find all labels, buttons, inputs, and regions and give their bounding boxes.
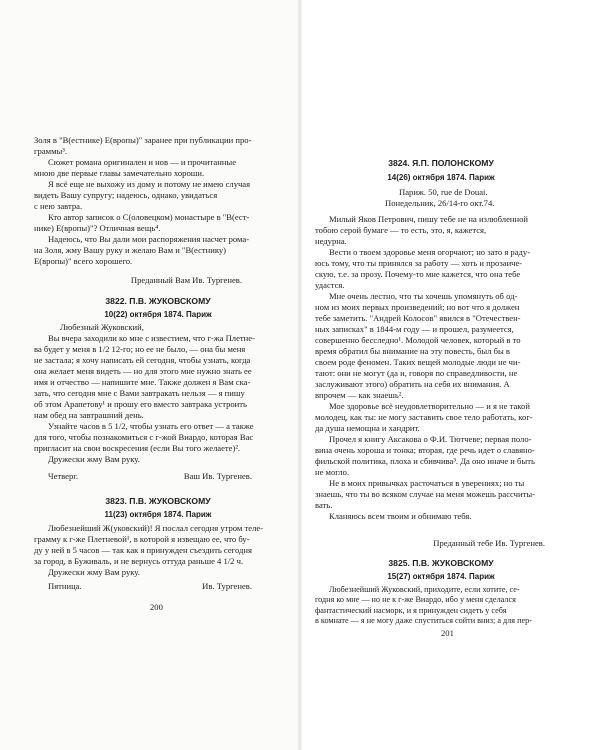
text-line: с нею завтра. [34,201,83,211]
closing-row [34,471,282,482]
text-line: пригласит на свои воскресения (если Вы того желаете)². [34,443,241,453]
text-line: Любезнейший Ж(уковский)! Я послал сегодня утром теле- [48,523,264,533]
book-gutter [297,0,303,750]
text-line: Прочел я книгу Аксакова о Ф.И. Тютчеве; первая поло- [329,434,532,444]
text-line: заслуживают этого) обратить на себя их внимания. А [315,379,510,389]
text-line: Вести о твоем здоровье меня огорчают; но зато я раду- [329,247,531,257]
text-line: для того, чтобы познакомиться с г-жой Виардо, которая Вас [34,432,254,442]
text-line: Кланяюсь всем твоим и обнимаю тебя. [329,511,472,521]
text-line: юсь тому, что ты принялся за работу — хоть и прозаиче- [315,258,523,268]
text-line: тебе заметить. "Андрей Колосов" явился в "Отечествен- [315,313,521,323]
text-line: скую, т.е. за прозу. Почему-то мне кажется, что она тебе [315,269,521,279]
text-line: Дружески жму Вам руку. [48,567,140,577]
text-line: Сюжет романа оригинален и нов — и прочитанные [48,157,237,167]
text-line: Мне очень лестно, что ты хочешь упомянуть об од- [329,291,518,301]
text-line: совершенно бесследно¹. Молодой человек, который в то [315,335,521,345]
letter-3825-body [315,585,567,627]
day-label: Пятница. [48,581,82,591]
signoff-text: Преданный Вам Ив. Тургенев. [130,275,242,285]
text-line: Узнайте часов в 5 1/2, чтобы узнать его ответ — а также [48,421,254,431]
letter-date: 10(22) октября 1874. Париж [104,310,212,319]
text-line: Мое здоровье всё неудовлетворительно — и я не такой [329,401,530,411]
text-line: тобою серой бумаге — то есть, это, я, кажется, [315,225,487,235]
left-top-text [34,135,282,267]
text-line: имя и отчество — напишите мне. Также должен я Вам ска- [34,377,251,387]
text-line: ных записках" в 1844-м году — и прошел, разумеется, [315,324,514,334]
text-line: она желает меня видеть — но для этого мне нужно знать ее [34,366,252,376]
address-line: Понедельник, 26/14-го окт.74. [385,198,495,208]
text-line: своем роде феномен. Таких вещей молодые люди не чи- [315,357,521,367]
text-line: ва будет у меня в 1/2 12-го; но ее не было, — она бы меня [34,344,246,354]
letter-heading: 3822. П.В. ЖУКОВСКОМУ [105,296,211,306]
letter-date: 15(27) октября 1874. Париж [387,572,495,581]
text-line: Надеюсь, что Вы дали мои распоряжения насчет рома- [48,234,250,244]
day-label: Четверг. [48,471,78,481]
text-line: время обратил бы внимание на эту повесть, был бы в [315,346,510,356]
page-number-left: 200 [150,602,163,612]
letter-3824-body [315,214,567,522]
letter-3822-body [34,322,282,465]
text-line: фантастический насморк, и я принужден сидеть у себя [315,605,507,615]
text-line: Вы вчера заходили ко мне с известием, что г-жа Плетне- [48,333,255,343]
text-line: Я всё еще не выхожу из дому и потому не имею случая [48,179,251,189]
text-line: годня ко мне — но не к г-же Виардо, ибо у меня сделался [315,595,516,605]
letter-3823-body [34,523,282,578]
text-line: в комнате — я не могу даже спуститься сойти вниз; а для пер- [315,616,532,626]
signature: Ваш Ив. Тургенев. [183,471,252,481]
text-line: недурна. [315,236,347,246]
text-line: видеть Вашу супругу; надеюсь, однако, увидаться [34,190,218,200]
text-line: Не в моих привычках расточаться в уверениях; но ты [329,478,525,488]
text-line: Кто автор записок о С(оловецком) монастыре в "В(ест- [48,212,250,222]
address-line: Париж. 50, rue de Douai. [399,187,488,197]
page-number-right: 201 [441,628,454,638]
signoff [315,538,567,549]
text-line: Е(вропы)" всего хорошего. [34,256,133,266]
text-line: ном из моих первых произведений; но вот что я должен [315,302,520,312]
letter-heading: 3823. П.В. ЖУКОВСКОМУ [105,496,211,506]
text-line: впрочем — как знаешь². [315,390,404,400]
greeting: Любезный Жуковский, [60,322,144,332]
text-line: знаешь, что ты во всяком случае на меня можешь рассчиты- [315,489,535,499]
text-line: зать, что сегодня мне с Вами завтракать нельзя — я пишу [34,388,245,398]
text-line: об этом Арапетову¹ и прошу его вместо завтрака устроить [34,399,247,409]
text-line: за город, в Буживаль, и не вернусь оттуда раньше 4 1/2 ч. [34,556,244,566]
text-line: не могло. [315,467,350,477]
text-line: удастся. [315,280,345,290]
text-line: нам обед на завтрашний день. [34,410,144,420]
text-line: грамму к г-же Плетневой¹, в которой я извещаю ее, что бу- [34,534,250,544]
text-line: Дружески жму Вам руку. [48,454,140,464]
text-line: тают: они не могут (да и, говоря по справедливости, не [315,368,518,378]
letter-date: 11(23) октября 1874. Париж [104,510,212,519]
signature: Ив. Тургенев. [202,581,252,591]
letter-heading: 3825. П.В. ЖУКОВСКОМУ [388,558,494,568]
text-line: вина очень хороша и тонка; вторая, где речь идет о славяно- [315,445,535,455]
text-line: Золя в "В(естнике) Е(вропы)" заранее при публикации про- [34,135,252,145]
text-line: ду у ней в 5 часов — так как я принужден съездить сегодня [34,545,252,555]
text-line: да душа немощна и хандрит. [315,423,420,433]
signoff-text: Преданный тебе Ив. Тургенев. [433,538,545,548]
text-line: мною две первые главы замечательно хороши. [34,168,205,178]
text-line: не застала; я хочу написать ей сегодня, чтобы узнать, когда [34,355,251,365]
closing-row [34,581,282,592]
text-line: Любезнейший Жуковский, приходите, если хотите, се- [329,585,520,594]
letter-address [315,187,567,209]
text-line: молодец, как ты: не могу заставить свое тело работать, ког- [315,412,533,422]
text-line: Милый Яков Петрович, пишу тебе не на излюбленной [329,214,529,224]
text-line: на Золя, жму Вашу руку и желаю Вам и "В(естнику) [34,245,227,255]
text-line: фильской политика, плоха и сбивчива³. Да оно иначе и быть [315,456,535,466]
text-line: граммы³. [34,146,68,156]
text-line: вать. [315,500,333,510]
text-line: нике) Е(вропы)"? Отличная вещь⁴. [34,223,161,233]
letter-date: 14(26) октября 1874. Париж [387,173,495,182]
signoff [34,275,282,286]
letter-heading: 3824. Я.П. ПОЛОНСКОМУ [388,158,494,168]
